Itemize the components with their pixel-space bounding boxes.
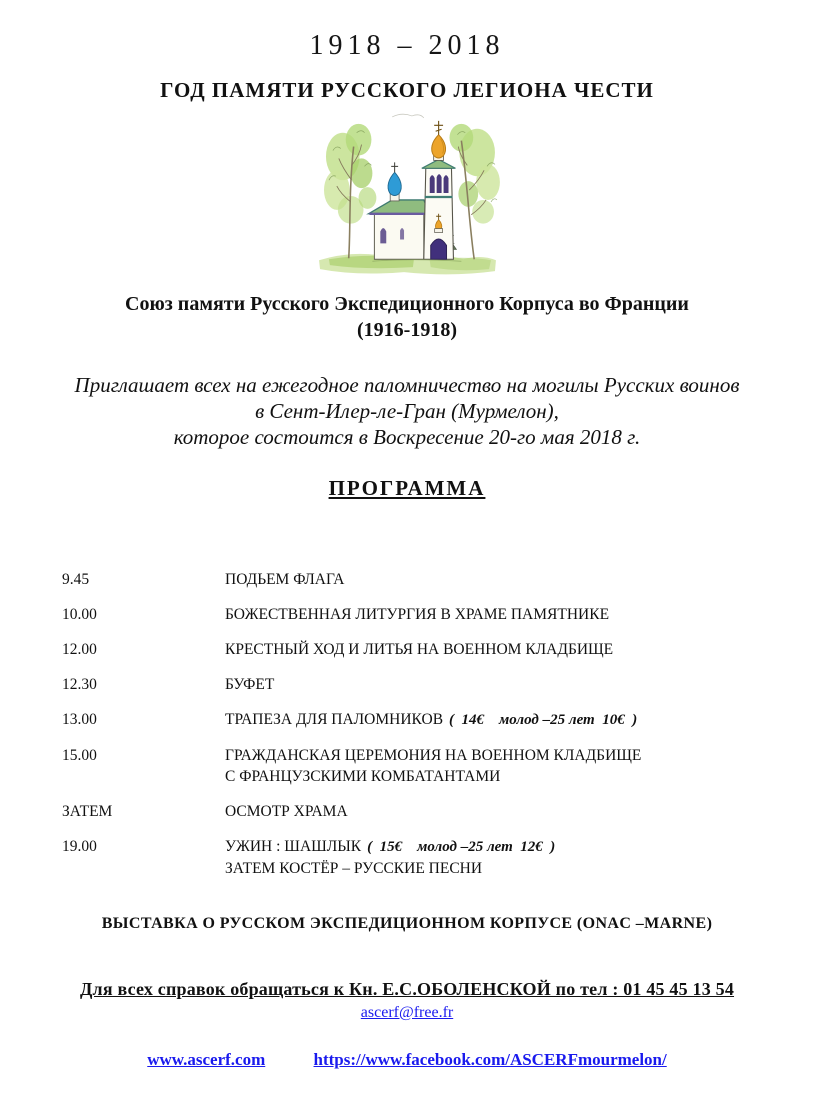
price-note: ( 15€ молод –25 лет 12€ ) — [367, 839, 556, 855]
invitation-line-2: в Сент-Илер-ле-Гран (Мурмелон), — [255, 399, 559, 423]
schedule-row-3 — [62, 639, 774, 660]
schedule-time: 12.30 — [62, 676, 97, 693]
union-years: (1916-1918) — [357, 319, 457, 341]
schedule-activity: УЖИН : ШАШЛЫК ( 15€ молод –25 лет 12€ ) ЗАТЕМ КОСТЁР – РУССКИЕ ПЕСНИ — [225, 838, 556, 877]
schedule-activity: ТРАПЕЗА ДЛЯ ПАЛОМНИКОВ ( 14€ молод –25 лет 10€ ) — [225, 711, 638, 728]
watercolor-church-icon — [313, 111, 501, 279]
schedule-row-7 — [62, 801, 774, 822]
schedule-row-5 — [62, 709, 774, 731]
schedule-time: ЗАТЕМ — [62, 803, 113, 820]
memorial-title: ГОД ПАМЯТИ РУССКОГО ЛЕГИОНА ЧЕСТИ — [160, 78, 654, 102]
schedule-activity: ОСМОТР ХРАМА — [225, 803, 348, 820]
schedule-activity: БОЖЕСТВЕННАЯ ЛИТУРГИЯ В ХРАМЕ ПАМЯТНИКЕ — [225, 606, 610, 623]
invitation-line-3: которое состоится в Воскресение 20-го мая 2018 г. — [173, 425, 641, 449]
facebook-link[interactable]: https://www.facebook.com/ASCERFmourmelon/ — [313, 1050, 667, 1069]
program-heading: ПРОГРАММА — [328, 476, 486, 500]
schedule-activity: ПОДЬЕМ ФЛАГА — [225, 571, 345, 588]
schedule-activity: КРЕСТНЫЙ ХОД И ЛИТЬЯ НА ВОЕННОМ КЛАДБИЩЕ — [225, 641, 614, 658]
years-title: 1918 – 2018 — [309, 30, 505, 61]
schedule-time: 9.45 — [62, 571, 90, 588]
links-row — [0, 1050, 814, 1070]
schedule-time: 13.00 — [62, 711, 97, 728]
schedule-row-1 — [62, 569, 774, 590]
website-link[interactable]: www.ascerf.com — [147, 1050, 266, 1069]
invitation-text — [0, 372, 814, 450]
church-illustration — [0, 111, 814, 279]
schedule-activity: БУФЕТ — [225, 676, 275, 693]
exhibition-note: ВЫСТАВКА О РУССКОМ ЭКСПЕДИЦИОННОМ КОРПУСЕ (ONAC –MARNE) — [101, 915, 713, 932]
schedule-time: 10.00 — [62, 606, 97, 623]
schedule-time: 15.00 — [62, 747, 97, 764]
schedule-activity: ГРАЖДАНСКАЯ ЦЕРЕМОНИЯ НА ВОЕННОМ КЛАДБИЩЕ С ФРАНЦУЗСКИМИ КОМБАТАНТАМИ — [225, 747, 642, 785]
union-name: Союз памяти Русского Экспедиционного Корпуса во Франции — [125, 293, 689, 315]
price-note: ( 14€ молод –25 лет 10€ ) — [449, 712, 638, 728]
schedule-time: 12.00 — [62, 641, 97, 658]
email-link[interactable]: ascerf@free.fr — [360, 1004, 454, 1021]
flyer-page — [0, 30, 814, 1105]
schedule-row-6 — [62, 745, 774, 787]
schedule-row-2 — [62, 604, 774, 625]
schedule-row-4 — [62, 674, 774, 695]
schedule-row-8 — [62, 836, 774, 879]
schedule-time: 19.00 — [62, 838, 97, 855]
email-row — [0, 1004, 814, 1022]
invitation-line-1: Приглашает всех на ежегодное паломничество на могилы Русских воинов — [74, 373, 740, 397]
contact-info: Для всех справок обращаться к Кн. Е.С.ОБОЛЕНСКОЙ по тел : 01 45 45 13 54 — [79, 979, 735, 999]
schedule — [62, 569, 774, 879]
